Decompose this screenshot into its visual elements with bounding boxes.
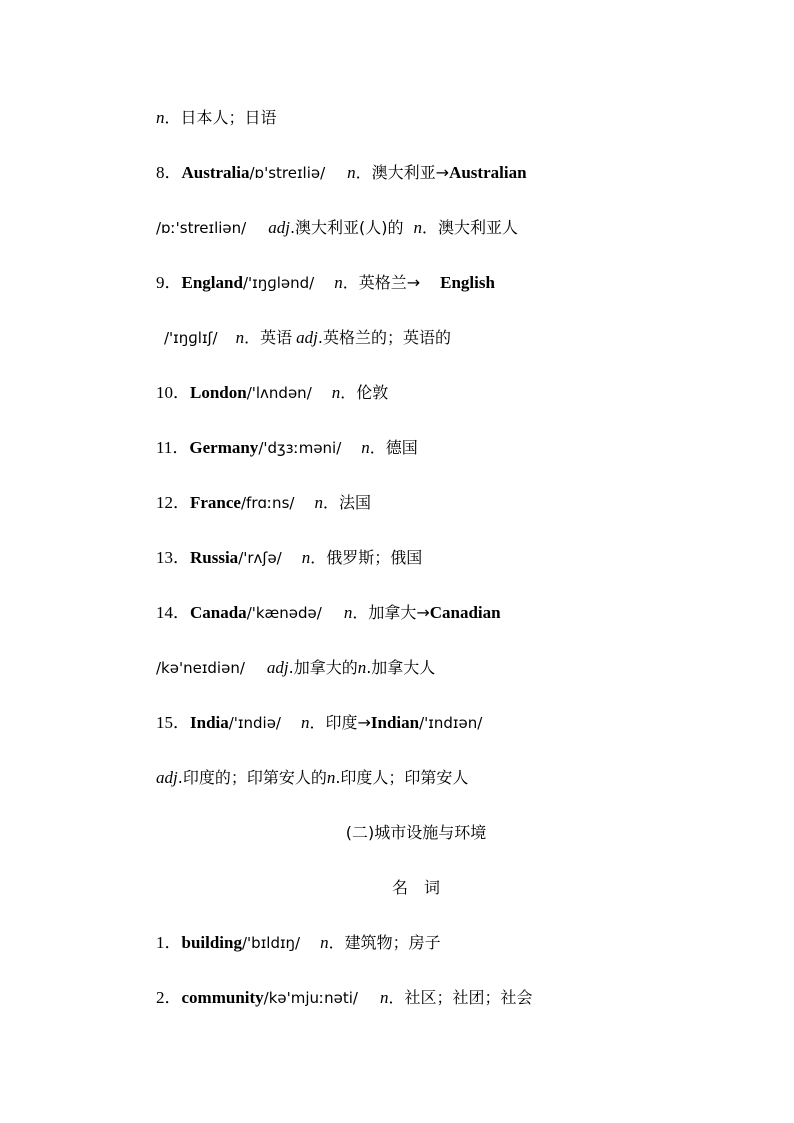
definition: .英格兰的；英语的: [317, 328, 451, 347]
entry-number: 2．: [156, 988, 182, 1007]
entry-number: 13．: [156, 548, 190, 567]
definition: ．英语: [244, 328, 293, 347]
phonetic: /ɒ'streɪliə/: [249, 164, 326, 182]
definition: ．印度→: [309, 713, 371, 732]
part-of-speech: adj: [296, 328, 318, 347]
entry-line: [156, 106, 277, 130]
entry-line: [156, 986, 532, 1010]
part-of-speech: n: [235, 328, 245, 347]
headword: Russia: [190, 548, 239, 567]
definition: ．社区；社团；社会: [388, 988, 533, 1007]
derived-word: Indian: [370, 713, 420, 732]
headword: Germany: [189, 438, 259, 457]
definition: .澳大利亚(人)的: [289, 218, 404, 237]
phonetic: /kə'mjuːnəti/: [263, 989, 358, 1007]
part-of-speech: n: [314, 493, 323, 512]
headword: France: [190, 493, 241, 512]
phonetic: /ɒː'streɪliən/: [156, 219, 247, 237]
definition: ．德国: [369, 438, 418, 457]
entry-line: [156, 271, 495, 295]
definition: ．伦敦: [340, 383, 389, 402]
subsection-title: 名 词: [391, 878, 440, 897]
entry-number: 15．: [156, 713, 190, 732]
phonetic: /'kænədə/: [246, 604, 322, 622]
part-of-speech: adj: [268, 218, 290, 237]
entry-number: 9．: [156, 273, 182, 292]
definition: .印度人；印第安人: [335, 768, 469, 787]
definition: ．澳大利亚人: [422, 218, 519, 237]
definition: ．建筑物；房子: [328, 933, 441, 952]
derived-word: Australian: [449, 163, 527, 182]
headword: England: [181, 273, 243, 292]
entry-number: 10．: [156, 383, 190, 402]
phonetic: /'ɪŋɡlɪʃ/: [164, 329, 218, 347]
phonetic: /'dʒɜːməni/: [258, 439, 342, 457]
part-of-speech: adj: [266, 658, 289, 677]
definition: ．加拿大→: [352, 603, 430, 622]
entry-line: [164, 326, 451, 350]
part-of-speech: n: [379, 988, 389, 1007]
part-of-speech: n: [347, 163, 356, 182]
headword: London: [190, 383, 247, 402]
headword: community: [181, 988, 264, 1007]
phonetic: /kə'neɪdiən/: [156, 659, 245, 677]
definition: .加拿大的: [288, 658, 358, 677]
part-of-speech: n: [326, 768, 336, 787]
headword: Canada: [190, 603, 247, 622]
definition: ．俄罗斯；俄国: [310, 548, 423, 567]
entry-line: [156, 161, 527, 185]
part-of-speech: n: [361, 438, 370, 457]
entry-number: 12．: [156, 493, 190, 512]
definition: ．澳大利亚→: [355, 163, 450, 182]
definition: .加拿大人: [366, 658, 436, 677]
entry-line: [156, 931, 441, 955]
phonetic: /'bɪldɪŋ/: [242, 934, 301, 952]
part-of-speech: n: [331, 383, 341, 402]
phonetic: /'lʌndən/: [246, 384, 312, 402]
entry-line: [156, 601, 501, 625]
entry-line: [156, 546, 422, 570]
part-of-speech: n: [300, 713, 310, 732]
entry-line: [156, 711, 482, 735]
entry-line: [156, 766, 468, 790]
entry-line: [156, 491, 371, 515]
derived-word: English: [440, 273, 495, 292]
phonetic: /'ɪndiə/: [228, 714, 281, 732]
phonetic: /'ɪŋɡlənd/: [242, 274, 315, 292]
part-of-speech: n: [334, 273, 343, 292]
definition: ．法国: [322, 493, 371, 512]
definition: .印度的；印第安人的: [177, 768, 327, 787]
entry-number: 11．: [156, 438, 190, 457]
phonetic: /frɑːns/: [240, 494, 295, 512]
entry-line: [156, 381, 388, 405]
section-title: (二)城市设施与环境: [345, 823, 487, 842]
phonetic: /'rʌʃə/: [238, 549, 282, 567]
part-of-speech: adj: [156, 768, 178, 787]
part-of-speech: n: [343, 603, 353, 622]
definition: ．英格兰→: [342, 273, 421, 292]
part-of-speech: n: [156, 108, 165, 127]
phonetic: /'ɪndɪən/: [419, 714, 483, 732]
headword: Australia: [181, 163, 250, 182]
derived-word: Canadian: [429, 603, 501, 622]
part-of-speech: n: [301, 548, 311, 567]
entry-number: 1．: [156, 933, 182, 952]
entry-number: 8．: [156, 163, 182, 182]
definition: ．日本人；日语: [164, 108, 277, 127]
entry-line: [156, 216, 518, 240]
entry-line: [156, 656, 435, 680]
entry-line: [156, 436, 418, 460]
headword: India: [190, 713, 229, 732]
part-of-speech: n: [357, 658, 367, 677]
part-of-speech: n: [413, 218, 423, 237]
part-of-speech: n: [320, 933, 329, 952]
headword: building: [181, 933, 242, 952]
entry-number: 14．: [156, 603, 190, 622]
